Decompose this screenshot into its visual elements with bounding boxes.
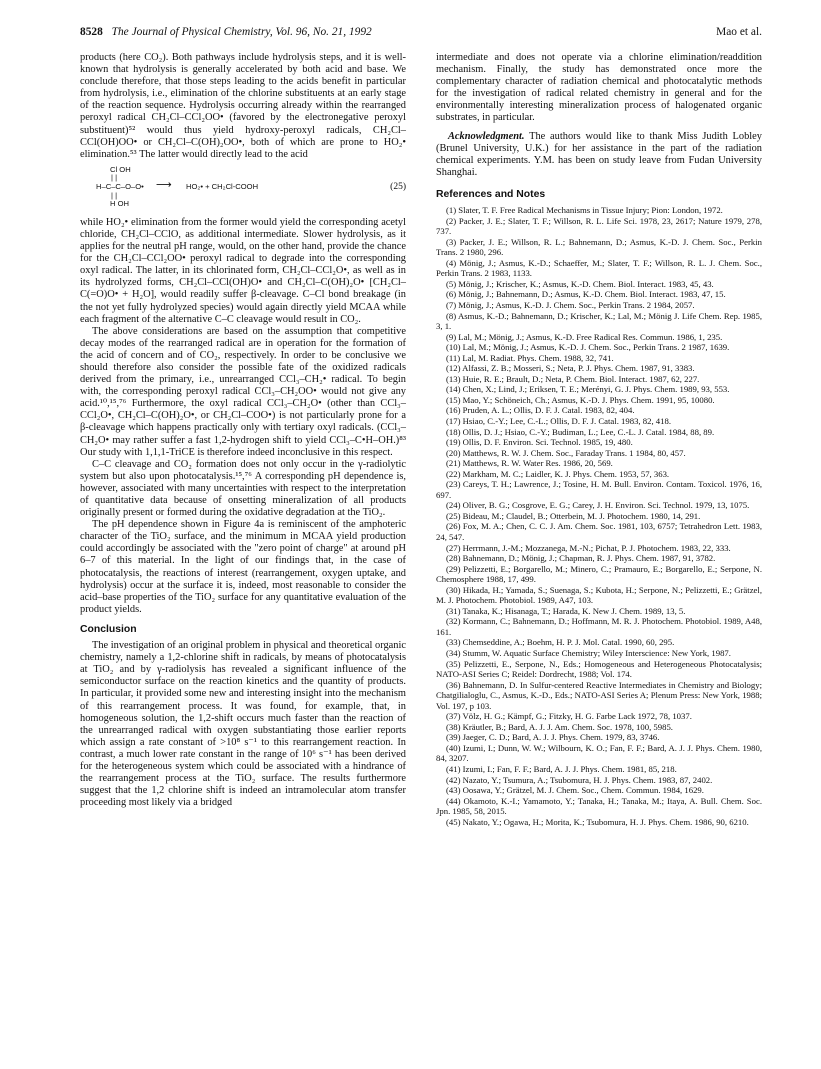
- reference-item: (1) Slater, T. F. Free Radical Mechanisms in Tissue Injury; Pion: London, 1972.: [446, 205, 723, 216]
- reference-item: (38) Kräutler, B.; Bard, A. J. J. Am. Chem. Soc. 1978, 100, 5985.: [446, 721, 673, 732]
- paragraph: The above considerations are based on the assumption that competitive decay modes of the rearranged radical are in operation for the formation of the acid of concern and of CO₂, respectively. In order to be conclusive we should therefore also consider the possible fate of the oxidized radicals derived from the primary, i.e., unrearranged CCl₃–CH₂• radical. To begin with, the corresponding peroxyl radical CCl₃–CH₂OO• would not give any acid.¹⁰,¹⁵,⁷⁶ Furthermore, the oxyl radical CCl₃–CH₂O• (other than CCl₃–CCl₂O•, CH₂Cl–C(OH)₂O•, or CH₂Cl–COO•) is not particularly prone for a β-cleavage which happens practically only with tertiary oxyl radicals. (CCl₃–CH₂O• may rather suffer a fast 1,2-hydrogen shift to yield CCl₃–C•H–OH.)⁸³ Our study with 1,1,1-TriCE is therefore indeed inconclusive in this respect.: [80, 325, 406, 458]
- reference-item: (42) Nazato, Y.; Tsumura, A.; Tsubomura, H. J. Phys. Chem. 1983, 87, 2402.: [446, 774, 713, 785]
- paragraph: intermediate and does not operate via a chlorine elimination/readdition mechanism. Finally, the study has demonstrated once more the complementary character of radiation chemical and photocatalytic methods for the investigation of radical related chemistry in general and for the environmentally interesting mineralization process of halogenated organic substrates, in particular.: [436, 52, 762, 124]
- reference-item: (35) Pelizzetti, E., Serpone, N., Eds.; Homogeneous and Heterogeneous Photocatalysis; NATO-ASI Series C; Reidel: Dordrecht, 1988; Vol. 174.: [436, 658, 762, 680]
- reference-item: (22) Markham, M. C.; Laidler, K. J. Phys. Chem. 1953, 57, 363.: [446, 468, 670, 479]
- paragraph: while HO₂• elimination from the former would yield the corresponding acetyl chloride, CH₂Cl–CClO, as additional intermediate. Slower hydrolysis, as it applies for the neutral pH range, would, on the other hand, provide the chance for the CH₂Cl–CCl₂OO• peroxyl radical to degrade into the corresponding oxyl radical. The latter, in its chlorinated form, CH₂Cl–CCl₂O•, as well as in its hydrolyzed forms, CH₂Cl–CCl(OH)O• and CH₂Cl–C(OH)₂O• [CH₂Cl–C(=O)O• + H₂O], would readily suffer β-cleavage. C–Cl bond breakage (in the not yet fully hydrolyzed species) would again directly yield MCAA while each fragment of the alternative C–C cleavage would result in CO₂.: [80, 216, 406, 325]
- reference-item: (13) Huie, R. E.; Brault, D.; Neta, P. Chem. Biol. Interact. 1987, 62, 227.: [446, 373, 700, 384]
- reaction-equation-25: [80, 164, 406, 214]
- equation-formula: H–C–C–O–O•: [96, 181, 144, 191]
- reference-item: (4) Mönig, J.; Asmus, K.-D.; Schaeffer, M.; Slater, T. F.; Willson, R. L. J. Chem. Soc., Perkin Trans. 2 1983, 1133.: [436, 257, 762, 279]
- reference-item: (31) Tanaka, K.; Hisanaga, T.; Harada, K. New J. Chem. 1989, 13, 5.: [446, 605, 686, 616]
- reference-item: (27) Herrmann, J.-M.; Mozzanega, M.-N.; Pichat, P. J. Photochem. 1983, 22, 333.: [446, 542, 731, 553]
- equation-number: (25): [390, 181, 406, 192]
- paragraph: C–C cleavage and CO₂ formation does not only occur in the γ-radiolytic system but also upon photocatalysis.¹⁵,⁷⁶ A corresponding pH dependence is, however, associated with many uncertainties with respect to the interpretation of quantitative data because of onsetting mineralization of all products originally present or formed during the oxidative degradation at the TiO₂.: [80, 458, 406, 519]
- reference-item: (30) Hikada, H.; Yamada, S.; Suenaga, S.; Kubota, H.; Serpone, N.; Pelizzetti, E.; Grätzel, M. J. Photochem. Photobiol. 1989, A47, 103.: [436, 584, 762, 606]
- reference-item: (10) Lal, M.; Mönig, J.; Asmus, K.-D. J. Chem. Soc., Perkin Trans. 2 1987, 1639.: [446, 342, 730, 353]
- reference-item: (6) Mönig, J.; Bahnemann, D.; Asmus, K.-D. Chem. Biol. Interact. 1983, 47, 15.: [446, 289, 726, 300]
- reference-item: (16) Pruden, A. L.; Ollis, D. F. J. Catal. 1983, 82, 404.: [446, 405, 635, 416]
- running-header: [80, 26, 762, 42]
- reference-item: (44) Okamoto, K.-I.; Yamamoto, Y.; Tanaka, H.; Tanaka, M.; Itaya, A. Bull. Chem. Soc. Jpn. 1985, 58, 2015.: [436, 795, 762, 817]
- reference-item: (32) Kormann, C.; Bahnemann, D.; Hoffmann, M. R. J. Photochem. Photobiol. 1989, A48, 161.: [436, 616, 762, 637]
- reference-item: (19) Ollis, D. F. Environ. Sci. Technol. 1985, 19, 480.: [446, 437, 633, 448]
- reference-item: (33) Chemseddine, A.; Boehm, H. P. J. Mol. Catal. 1990, 60, 295.: [446, 637, 675, 648]
- reference-item: (24) Oliver, B. G.; Cosgrove, E. G.; Carey, J. H. Environ. Sci. Technol. 1979, 13, 1075.: [446, 500, 750, 511]
- reference-item: (43) Oosawa, Y.; Grätzel, M. J. Chem. Soc., Chem. Commun. 1984, 1629.: [446, 785, 704, 796]
- right-column: [436, 52, 762, 827]
- reference-item: (26) Fox, M. A.; Chen, C. C. J. Am. Chem. Soc. 1981, 103, 6757; Tetrahedron Lett. 1983, 24, 547.: [436, 521, 762, 542]
- reference-item: (23) Careys, T. H.; Lawrence, J.; Tosine, H. M. Bull. Environ. Contam. Toxicol. 1976, 16, 697.: [436, 479, 762, 500]
- section-heading-references: References and Notes: [436, 188, 546, 200]
- reference-item: (7) Mönig, J.; Asmus, K.-D. J. Chem. Soc., Perkin Trans. 2 1984, 2057.: [446, 299, 695, 310]
- reference-list: [436, 205, 762, 827]
- section-heading-conclusion: Conclusion: [80, 623, 137, 635]
- acknowledgment-label: Acknowledgment.: [448, 130, 525, 142]
- running-authors: Mao et al.: [716, 26, 762, 38]
- equation-bottom-labels: H OH: [110, 198, 129, 208]
- left-column: [80, 52, 406, 809]
- paragraph: products (here CO₂). Both pathways include hydrolysis steps, and it is well-known that hydrolysis is generally accelerated by both acid and base. We conclude therefore, that those steps leading to the acids benefit in particular from hydrolysis, i.e., elimination of the chlorine substituents at an early stage of the reaction sequence. Hydrolysis occurring already within the rearranged peroxyl radical CH₂Cl–CCl₂OO• (favored by the electronegative peroxyl substituent)⁵² would thus yield hydroxy-peroxyl radicals, CH₂Cl–CCl(OH)OO• or CH₂Cl–C(OH)₂OO•, both of which are prone to HO₂• elimination.⁵³ The latter would directly lead to the acid: [80, 52, 406, 160]
- paragraph: The pH dependence shown in Figure 4a is reminiscent of the amphoteric character of the TiO₂ surface, and the minimum in MCAA yield production could accordingly be associated with the "zero point of charge" at around pH 6–7 of this material. In the light of our findings that, in the case of photocatalysis, the reactions of interest (rearrangement, oxygen uptake, and hydrolysis) occur at the surface it is, indeed, most reasonable to consider the acid–base properties of the TiO₂ surface for any quantitative evaluation of the product yields.: [80, 519, 406, 615]
- reference-item: (41) Izumi, I.; Fan, F. F.; Bard, A. J. J. Phys. Chem. 1981, 85, 218.: [446, 764, 677, 775]
- reference-item: (15) Mao, Y.; Schöneich, Ch.; Asmus, K.-D. J. Phys. Chem. 1991, 95, 10080.: [446, 394, 715, 405]
- reference-item: (20) Matthews, R. W. J. Chem. Soc., Faraday Trans. 1 1984, 80, 457.: [446, 447, 686, 458]
- acknowledgment-text: The authors would like to thank Miss Judith Lobley (Brunel University, U.K.) for her assistance in the part of the radiation chemical experiments. Y.M. has been on study leave from Fudan University Shanghai.: [436, 130, 762, 178]
- reference-item: (39) Jaeger, C. D.; Bard, A. J. J. Phys. Chem. 1979, 83, 3746.: [446, 732, 660, 743]
- equation-bottom-bonds: | |: [111, 190, 118, 200]
- reference-item: (37) Völz, H. G.; Kämpf, G.; Fitzky, H. G. Farbe Lack 1972, 78, 1037.: [446, 711, 692, 722]
- reference-item: (34) Stumm, W. Aquatic Surface Chemistry; Wiley Interscience: New York, 1987.: [446, 648, 731, 658]
- equation-top-labels: Cl OH: [110, 164, 131, 174]
- reference-item: (45) Nakato, Y.; Ogawa, H.; Morita, K.; Tsubomura, H. J. Phys. Chem. 1986, 90, 6210.: [446, 816, 749, 827]
- reference-item: (9) Lal, M.; Mönig, J.; Asmus, K.-D. Free Radical Res. Commun. 1986, 1, 235.: [446, 331, 723, 342]
- reference-item: (12) Alfassi, Z. B.; Mosseri, S.; Neta, P. J. Phys. Chem. 1987, 91, 3383.: [446, 363, 695, 374]
- paragraph: The investigation of an original problem in physical and theoretical organic chemistry, namely a 1,2-chlorine shift in radicals, by means of photocatalysis at TiO₂ and by γ-radiolysis has revealed a significant influence of the semiconductor surface on the reaction kinetics and the quantity of products. In particular, it provided some new and interesting insight into the mechanism of this rearrangement process. It was found, for example, that, in homogeneous solution, the 1,2-shift occurs much faster than the reaction of the unrearranged radical with oxygen substantiating those earlier reports which assign a rate constant of >10⁸ s⁻¹ to this rearrangement reaction. In contrast, a much lower rate constant in the range of 10⁶ s⁻¹ has been derived for the heterogeneous system which could be associated with a hindrance of the rearrangement process at the TiO₂ surface. The results furthermore suggest that the 1,2 chlorine shift is indeed an intramolecular atom transfer proceeding most likely via a bridged: [80, 640, 406, 809]
- reference-item: (29) Pelizzetti, E.; Borgarello, M.; Minero, C.; Pramauro, E.; Borgarello, E.; Serpone, N. Chemosphere 1988, 17, 499.: [436, 563, 762, 585]
- acknowledgment: [436, 131, 762, 179]
- reaction-arrow: ⟶: [156, 178, 172, 191]
- reference-item: (2) Packer, J. E.; Slater, T. F.; Willson, R. L. Life Sci. 1978, 23, 2617; Nature 1979, 278, 737.: [436, 215, 762, 237]
- reference-item: (25) Bideau, M.; Claudel, B.; Otterbein, M. J. Photochem. 1980, 14, 291.: [446, 510, 701, 521]
- reference-item: (5) Mönig, J.; Krischer, K.; Asmus, K.-D. Chem. Biol. Interact. 1983, 45, 43.: [446, 278, 714, 289]
- reference-item: (40) Izumi, I.; Dunn, W. W.; Wilbourn, K. O.; Fan, F. F.; Bard, A. J. J. Phys. Chem. 1980, 84, 3207.: [436, 742, 762, 764]
- reference-item: (11) Lal, M. Radiat. Phys. Chem. 1988, 32, 741.: [446, 352, 614, 363]
- reference-item: (3) Packer, J. E.; Willson, R. L.; Bahnemann, D.; Asmus, K.-D. J. Chem. Soc., Perkin Trans. 2 1980, 296.: [436, 236, 762, 258]
- equation-products: HO₂• + CH₂Cl-COOH: [186, 181, 259, 191]
- reference-item: (17) Hsiao, C.-Y.; Lee, C.-L.; Ollis, D. F. J. Catal. 1983, 82, 418.: [446, 415, 672, 426]
- page-number: 8528: [80, 26, 103, 38]
- reference-item: (36) Bahnemann, D. In Sulfur-centered Reactive Intermediates in Chemistry and Biology; Chatgilialoglu, C., Asmus, K.-D., Eds.; NATO-ASI Series A; Plenum Press: New York, 1988; Vol. 197, p 103.: [436, 679, 762, 711]
- equation-top-bonds: | |: [111, 172, 118, 182]
- reference-item: (21) Matthews, R. W. Water Res. 1986, 20, 569.: [446, 458, 613, 469]
- reference-item: (18) Ollis, D. J.; Hsiao, C.-Y.; Budiman, L.; Lee, C.-L. J. Catal. 1984, 88, 89.: [446, 426, 715, 437]
- reference-item: (14) Chen, X.; Lind, J.; Eriksen, T. E.; Merényi, G. J. Phys. Chem. 1989, 93, 553.: [446, 384, 730, 395]
- reference-item: (8) Asmus, K.-D.; Bahnemann, D.; Krischer, K.; Lal, M.; Mönig J. Life Chem. Rep. 1985, 3, 1.: [436, 310, 762, 332]
- journal-citation: The Journal of Physical Chemistry, Vol. 96, No. 21, 1992: [111, 26, 372, 38]
- reference-item: (28) Bahnemann, D.; Mönig, J.; Chapman, R. J. Phys. Chem. 1987, 91, 3782.: [446, 553, 716, 564]
